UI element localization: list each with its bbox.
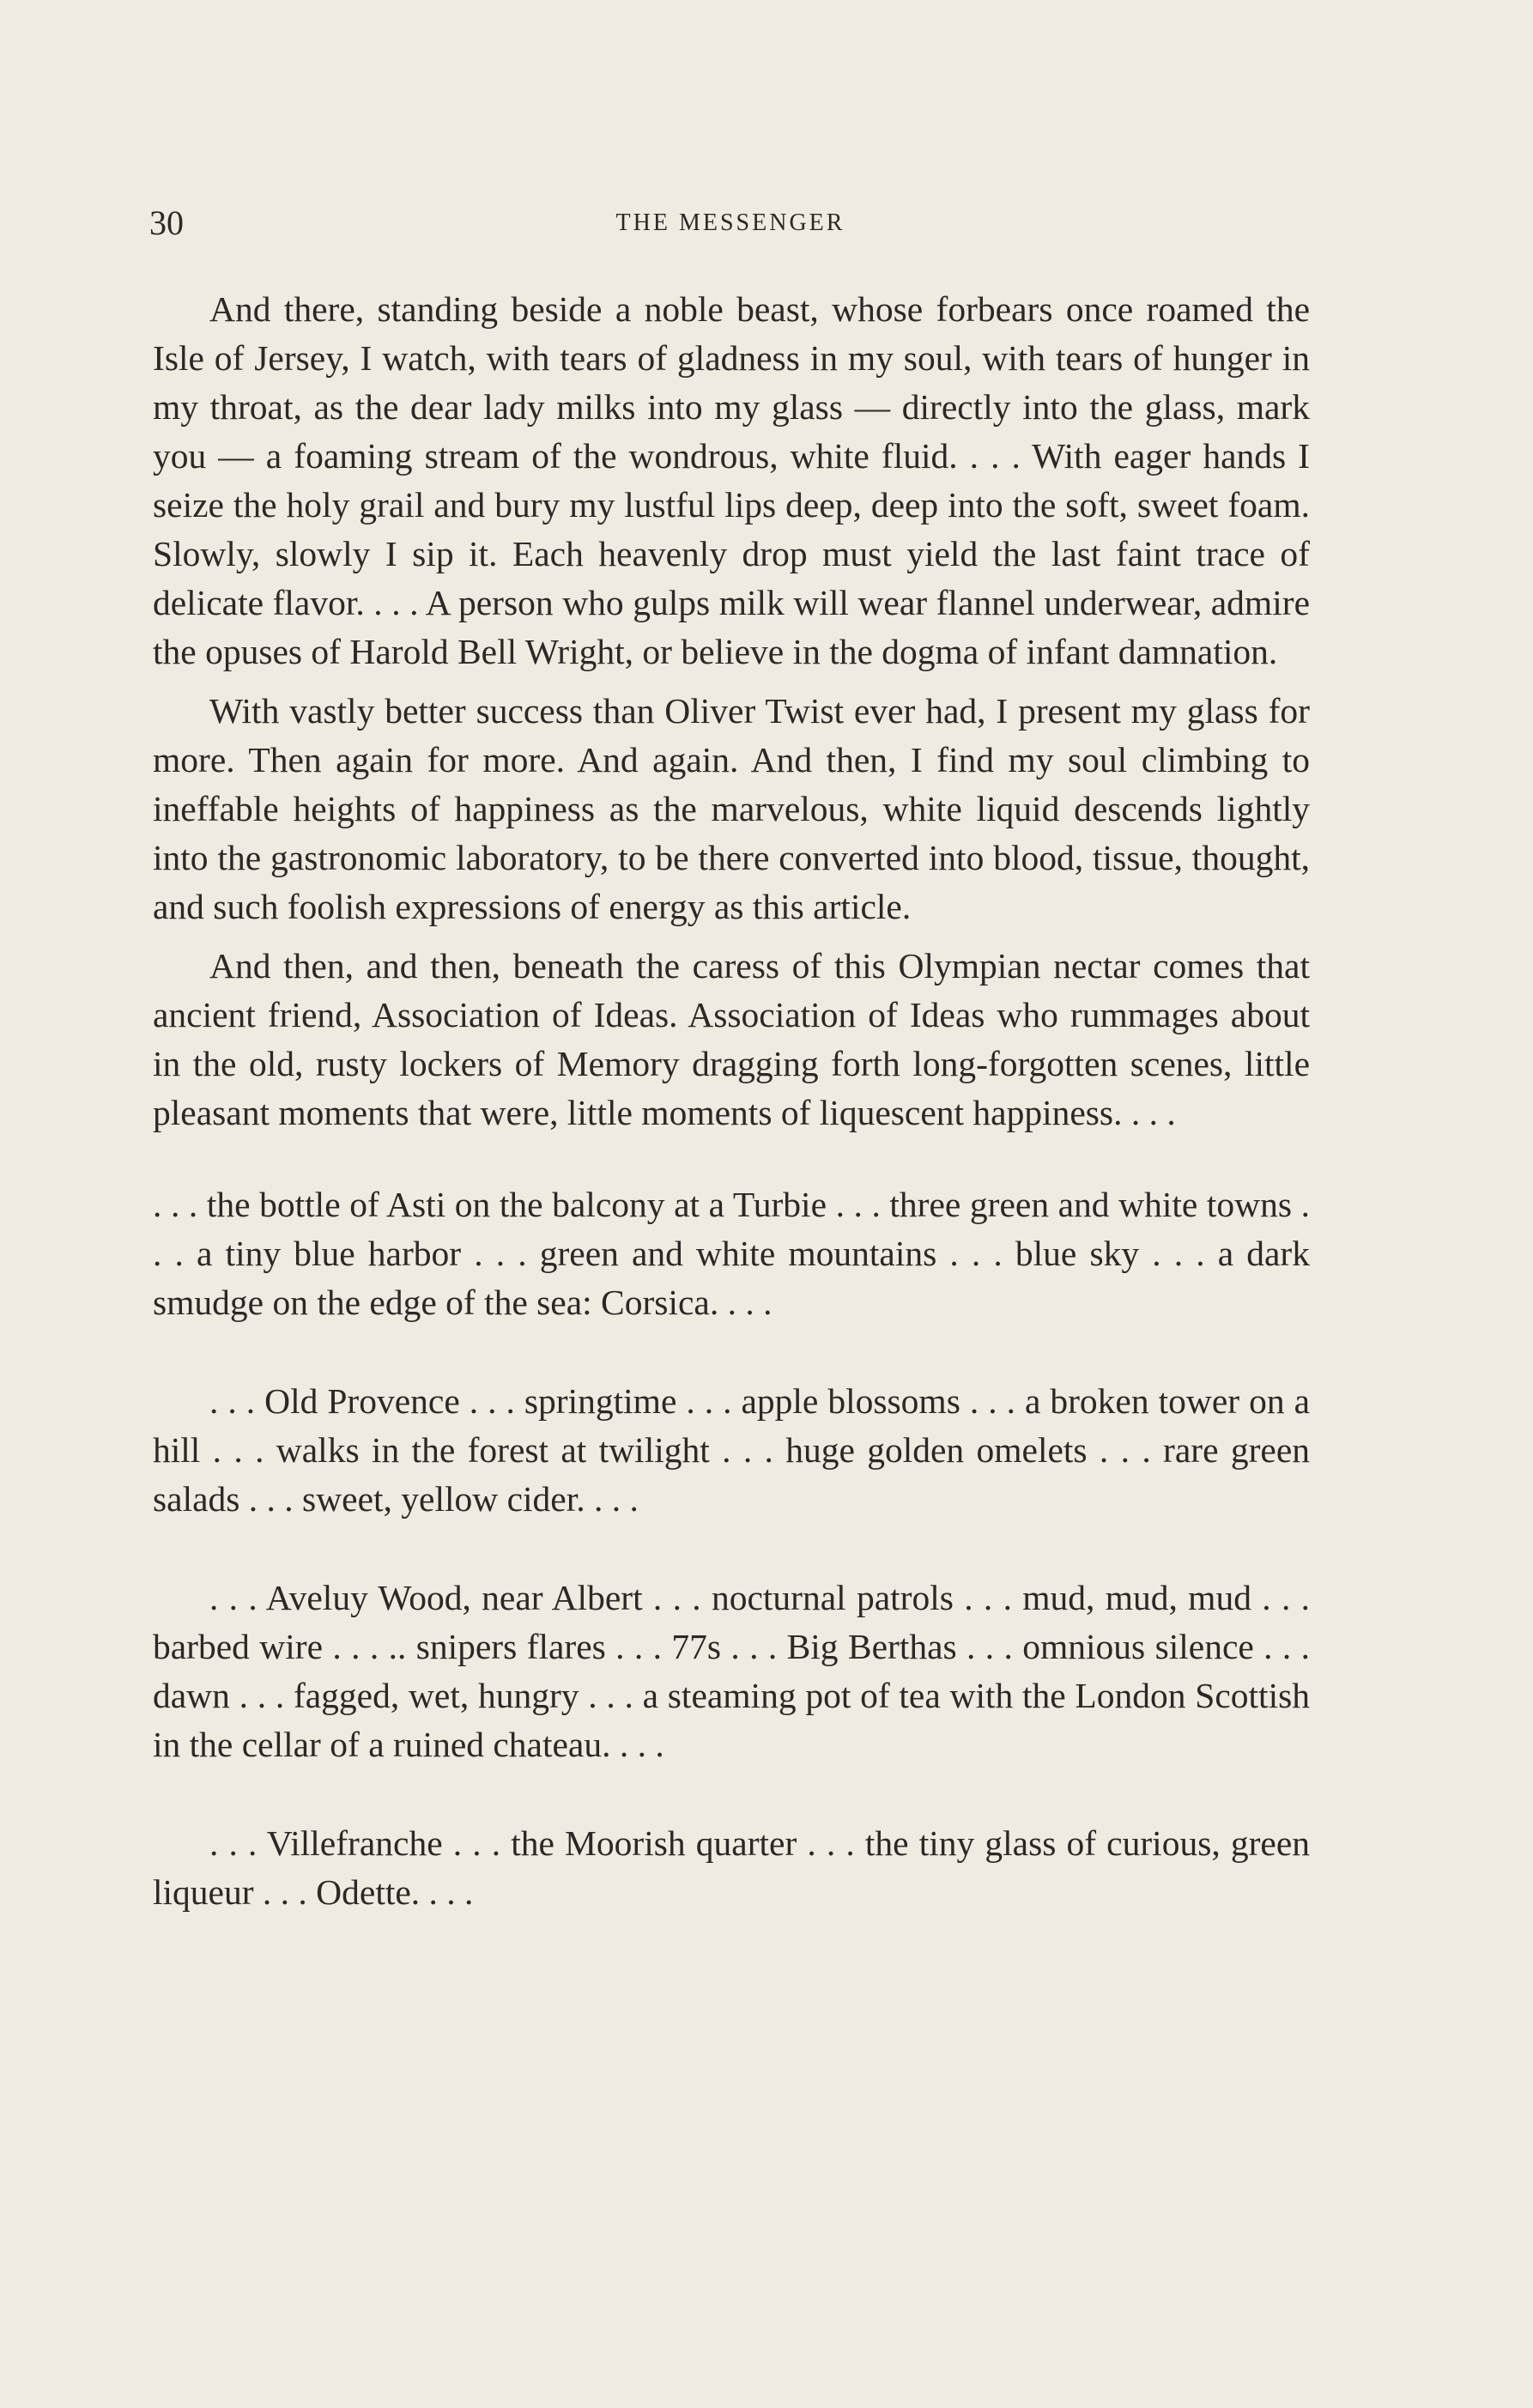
body-text <box>153 285 1310 1967</box>
running-head <box>149 199 1312 247</box>
paragraph-oliver-twist: With vastly better success than Oliver Twist ever had, I present my glass for more. Then again for more. And again. And then, I find my soul climbing to ineffable heights of happiness as the marvelous, white liquid descends lightly into the gastronomic laboratory, to be there converted into blood, tissue, thought, and such foolish expressions of energy as this article. <box>153 691 1310 926</box>
vignette-corsica: . . . the bottle of Asti on the balcony at a Turbie . . . three green and white towns . . . a tiny blue harbor . . . green and white mountains . . . blue sky . . . a dark smudge on the edge of the sea: Corsica. . . . <box>153 1185 1310 1322</box>
vignette-villefranche: . . . Villefranche . . . the Moorish quarter . . . the tiny glass of curious, green liqueur . . . Odette. . . . <box>153 1823 1310 1912</box>
vignette-provence: . . . Old Provence . . . springtime . . . apple blossoms . . . a broken tower on a hill . . . walks in the forest at twilight . . . huge golden omelets . . . rare green salads . . . sweet, yellow cider. . . . <box>153 1381 1310 1519</box>
paragraph-jersey-milk: And there, standing beside a noble beast, whose forbears once roamed the Isle of Jersey, I watch, with tears of gladness in my soul, with tears of hunger in my throat, as the dear lady milks into my glass — directly into the glass, mark you — a foaming stream of the wondrous, white fluid. . . . With eager hands I seize the holy grail and bury my lustful lips deep, deep into the soft, sweet foam. Slowly, slowly I sip it. Each heavenly drop must yield the last faint trace of delicate flavor. . . . A person who gulps milk will wear flannel underwear, admire the opuses of Harold Bell Wright, or believe in the dogma of infant damnation. <box>153 289 1310 671</box>
page-number: 30 <box>149 203 184 242</box>
running-title: THE MESSENGER <box>615 209 845 236</box>
paragraph-association-of-ideas: And then, and then, beneath the caress of this Olympian nectar comes that ancient friend, Association of Ideas. Association of Ideas who rummages about in the old, rusty lockers of Memory dragging forth long-forgotten scenes, little pleasant moments that were, little moments of liquescent happiness. . . . <box>153 946 1310 1132</box>
vignette-aveluy-wood: . . . Aveluy Wood, near Albert . . . nocturnal patrols . . . mud, mud, mud . . . barbed wire . . . .. snipers flares . . . 77s . . . Big Berthas . . . omnious silence . . . dawn . . . fagged, wet, hungry . . . a steaming pot of tea with the London Scottish in the cellar of a ruined chateau. . . . <box>153 1578 1310 1764</box>
